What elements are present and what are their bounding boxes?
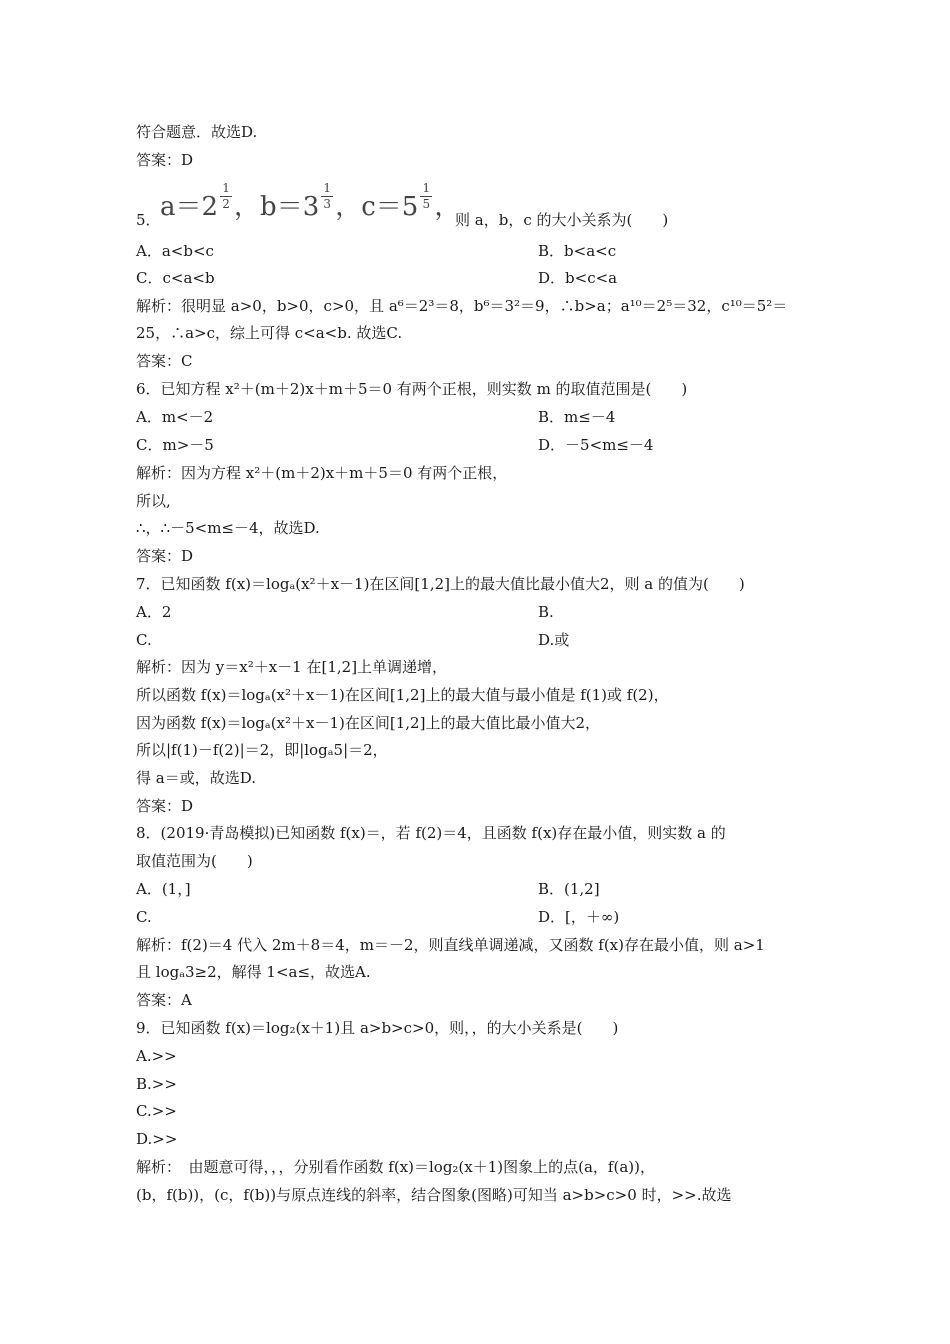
q7-answer: 答案：D [136, 797, 194, 815]
q7-option-a: A．2 [136, 603, 172, 621]
q7-question: 7．已知函数 f(x)＝logₐ(x²＋x－1)在区间[1,2]上的最大值比最小值大2，则 a 的值为( ) [136, 575, 745, 593]
q9-option-d: D.>> [136, 1130, 178, 1148]
q6-option-b: B．m≤－4 [538, 408, 616, 426]
q7-option-b: B. [538, 603, 554, 621]
text-line: 符合题意．故选D. [136, 123, 258, 141]
q5-option-a: A．a<b<c [136, 242, 214, 260]
q8-option-c: C. [136, 908, 152, 926]
q7-solution: 所以|f(1)－f(2)|＝2，即|logₐ5|＝2， [136, 741, 388, 759]
q5-solution: 解析：很明显 a>0，b>0，c>0，且 a⁶＝2³＝8，b⁶＝3²＝9，∴b>a；a¹⁰＝2⁵＝32，c¹⁰＝5²＝ [136, 297, 788, 315]
q5-formula: a＝2 1 2 ，b＝3 1 3 ，c＝5 1 5 ， [160, 181, 461, 222]
q6-solution: ∴，∴－5<m≤－4，故选D. [136, 519, 320, 537]
q8-option-b: B．(1,2] [538, 880, 600, 898]
q8-option-a: A．(1，] [136, 880, 191, 898]
q6-answer: 答案：D [136, 547, 194, 565]
q7-solution: 得 a＝或，故选D. [136, 769, 256, 787]
q5-option-c: C．c<a<b [136, 269, 215, 287]
q5-option-b: B．b<a<c [538, 242, 617, 260]
q6-solution: 所以, [136, 492, 171, 510]
q6-option-d: D．－5<m≤－4 [538, 436, 654, 454]
q7-solution: 解析：因为 y＝x²＋x－1 在[1,2]上单调递增， [136, 658, 448, 676]
q9-question: 9．已知函数 f(x)＝log₂(x＋1)且 a>b>c>0，则，，的大小关系是( ) [136, 1019, 619, 1037]
q6-option-a: A．m<－2 [136, 408, 214, 426]
formula-c: ，c＝5 [335, 192, 419, 222]
q5-question: 则 a，b，c 的大小关系为( ) [455, 211, 669, 229]
q9-solution: (b，f(b))，(c，f(b))与原点连线的斜率，结合图象(图略)可知当 a>b>c>0 时，>>.故选 [136, 1186, 732, 1204]
q6-option-c: C．m>－5 [136, 436, 214, 454]
formula-b: ，b＝3 [234, 192, 320, 222]
q9-option-a: A.>> [136, 1047, 177, 1065]
q7-option-c: C. [136, 631, 152, 649]
q7-solution: 所以函数 f(x)＝logₐ(x²＋x－1)在区间[1,2]上的最大值与最小值是 f(1)或 f(2)， [136, 686, 669, 704]
q6-solution: 解析：因为方程 x²＋(m＋2)x＋m＋5＝0 有两个正根， [136, 464, 508, 482]
q8-answer: 答案：A [136, 991, 192, 1009]
q6-question: 6．已知方程 x²＋(m＋2)x＋m＋5＝0 有两个正根，则实数 m 的取值范围是( ) [136, 380, 688, 398]
q8-question: 8．(2019·青岛模拟)已知函数 f(x)＝，若 f(2)＝4，且函数 f(x)存在最小值，则实数 a 的 [136, 824, 726, 842]
q8-solution: 且 logₐ3≥2，解得 1<a≤，故选A. [136, 963, 371, 981]
answer-line: 答案：D [136, 151, 194, 169]
q5-option-d: D．b<c<a [538, 269, 618, 287]
q7-option-d: D.或 [538, 631, 570, 649]
q5-solution: 25，∴a>c，综上可得 c<a<b. 故选C. [136, 324, 403, 342]
q9-option-c: C.>> [136, 1102, 177, 1120]
q9-option-b: B.>> [136, 1075, 177, 1093]
q8-option-d: D．[，＋∞) [538, 908, 620, 926]
q9-solution: 解析： 由题意可得，，，分别看作函数 f(x)＝log₂(x＋1)图象上的点(a，f(a))， [136, 1158, 655, 1176]
q5-answer: 答案：C [136, 352, 193, 370]
q8-question: 取值范围为( ) [136, 852, 253, 870]
q8-solution: 解析：f(2)＝4 代入 2m＋8＝4，m＝－2，则直线单调递减，又函数 f(x)存在最小值，则 a>1 [136, 936, 765, 954]
formula-a: a＝2 [160, 192, 219, 222]
q7-solution: 因为函数 f(x)＝logₐ(x²＋x－1)在区间[1,2]上的最大值比最小值大2， [136, 714, 600, 732]
q5-number: 5． [136, 211, 161, 229]
